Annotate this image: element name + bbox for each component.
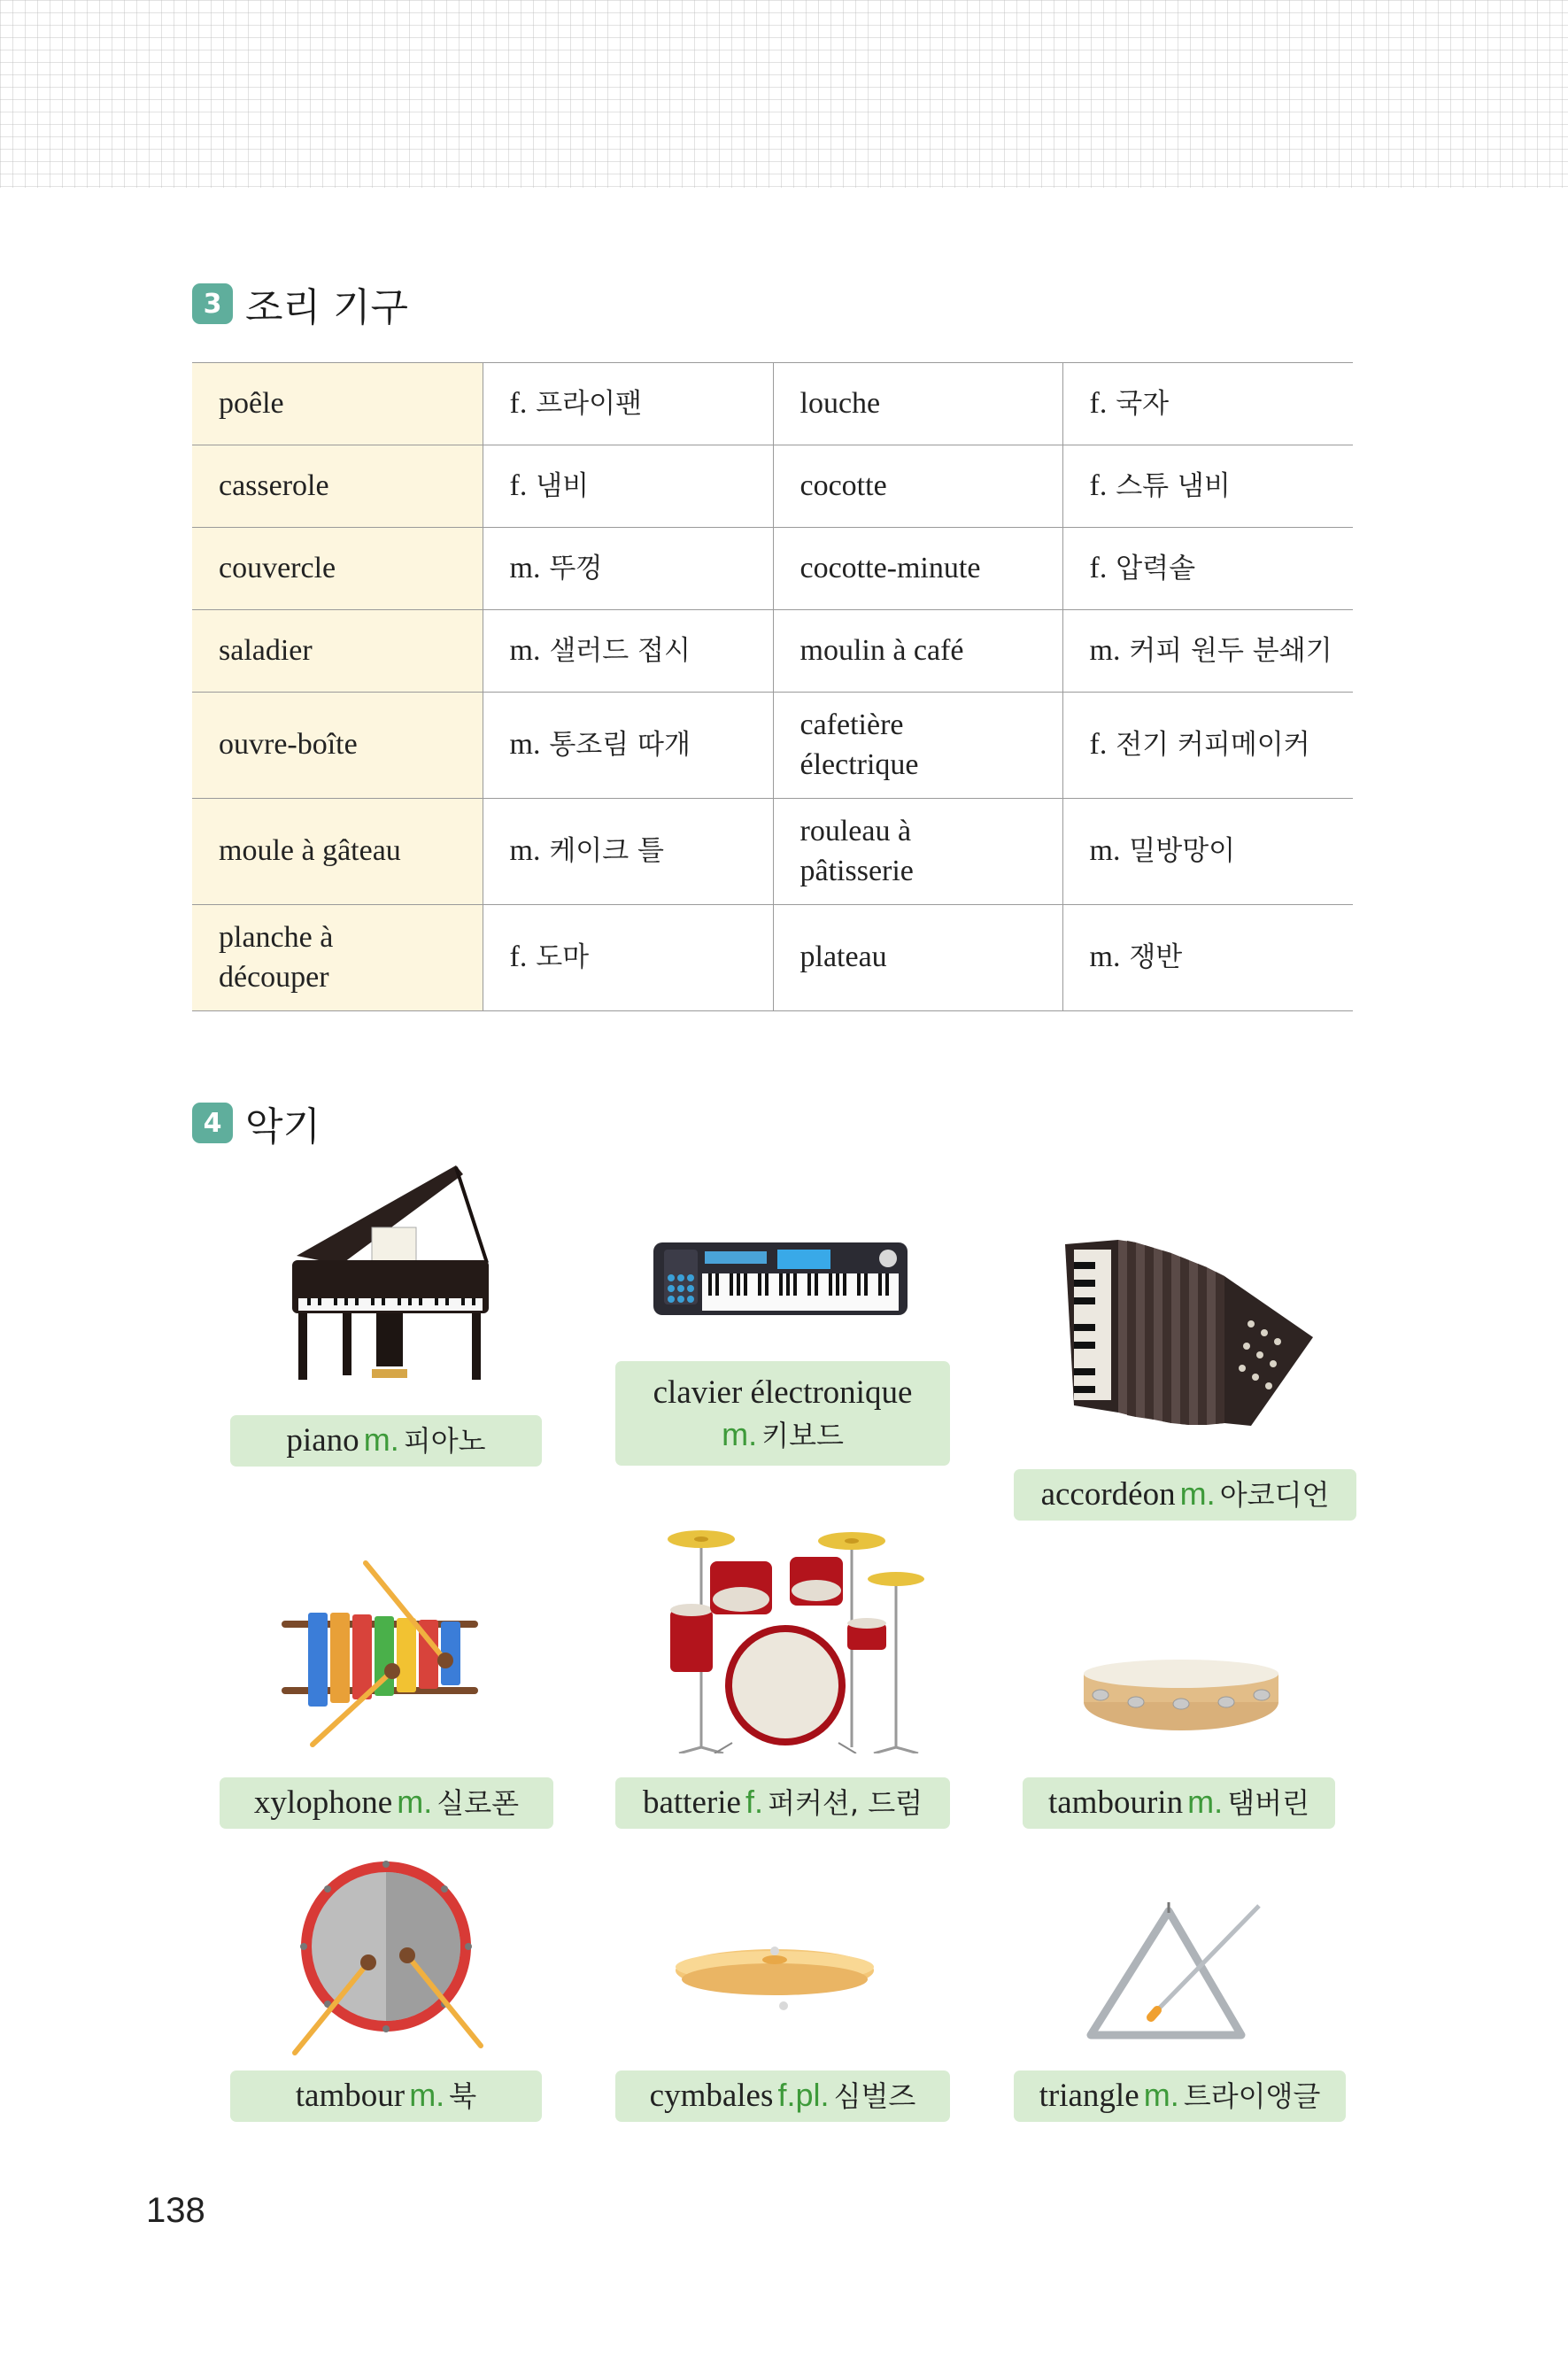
label-clavier-electronique (615, 1361, 950, 1466)
label-xylophone (220, 1777, 553, 1829)
table-row (192, 528, 1353, 610)
tambourine-icon (1074, 1658, 1288, 1738)
french-word: cymbales (649, 2078, 774, 2115)
french-word: louche (773, 363, 1062, 445)
korean-meaning (483, 799, 773, 905)
korean-word: 프라이팬 (536, 387, 642, 420)
korean-word: 북 (449, 2079, 477, 2114)
gender-marker: m. (722, 1415, 758, 1452)
korean-word: 아코디언 (1219, 1478, 1330, 1513)
french-word: saladier (192, 610, 483, 693)
gender-marker: f. (1089, 551, 1108, 584)
french-word: ouvre-boîte (192, 693, 483, 799)
korean-word: 피아노 (403, 1424, 486, 1459)
korean-word: 도마 (536, 941, 590, 974)
french-word: accordéon (1040, 1476, 1176, 1513)
french-word: poêle (192, 363, 483, 445)
french-word: rouleau à pâtisserie (773, 799, 1062, 905)
korean-meaning (1062, 610, 1353, 693)
gender-marker: f. (1089, 386, 1108, 420)
korean-word: 전기 커피메이커 (1116, 729, 1310, 762)
section-number-badge: 4 (192, 1103, 233, 1143)
french-word: piano (286, 1422, 359, 1459)
korean-meaning (1062, 445, 1353, 528)
korean-word: 통조림 따개 (549, 729, 691, 762)
korean-word: 뚜껑 (549, 552, 603, 584)
korean-meaning (483, 610, 773, 693)
label-cymbales (615, 2070, 950, 2122)
french-word: moule à gâteau (192, 799, 483, 905)
gender-marker: f. (509, 468, 528, 502)
gender-marker: m. (397, 1784, 433, 1821)
xylophone-icon (277, 1554, 481, 1749)
section-title: 악기 (245, 1104, 321, 1149)
korean-word: 탬버린 (1227, 1786, 1310, 1821)
korean-meaning (483, 363, 773, 445)
gender-marker: m. (509, 633, 541, 667)
label-batterie (615, 1777, 950, 1829)
gender-marker: m. (409, 2077, 445, 2114)
keyboard-icon (653, 1242, 908, 1315)
french-word: cocotte (773, 445, 1062, 528)
grand-piano-icon (288, 1158, 491, 1397)
korean-word: 심벌즈 (833, 2079, 916, 2114)
gender-marker: f. (509, 386, 528, 420)
korean-word: 케이크 틀 (549, 835, 664, 868)
table-row (192, 905, 1353, 1011)
gender-marker: m. (363, 1421, 399, 1459)
korean-meaning (1062, 363, 1353, 445)
french-word: moulin à café (773, 610, 1062, 693)
section-4-heading (192, 1095, 321, 1151)
table-row (192, 799, 1353, 905)
korean-word: 샐러드 접시 (549, 634, 691, 667)
gender-marker: f. (745, 1784, 764, 1821)
gender-marker: m. (509, 834, 541, 868)
korean-meaning (483, 528, 773, 610)
drum-kit-icon (644, 1521, 927, 1753)
korean-word: 트라이앵글 (1183, 2079, 1321, 2114)
french-word: tambour (295, 2078, 406, 2115)
table-row (192, 363, 1353, 445)
section-3-heading (192, 275, 408, 332)
korean-word: 퍼커션, 드럼 (768, 1786, 923, 1821)
gender-marker: m. (1179, 1475, 1216, 1513)
korean-meaning (1062, 799, 1353, 905)
french-word: triangle (1039, 2078, 1139, 2115)
french-word: clavier électronique (653, 1374, 913, 1412)
gender-marker: m. (1143, 2077, 1179, 2114)
gender-marker: f. (1089, 468, 1108, 502)
french-word: xylophone (253, 1784, 393, 1822)
korean-meaning (483, 905, 773, 1011)
grid-header-band (0, 0, 1568, 188)
triangle-icon (1082, 1902, 1268, 2044)
section-title: 조리 기구 (245, 285, 409, 330)
korean-meaning (483, 445, 773, 528)
korean-word: 밀방망이 (1129, 835, 1236, 868)
table-row (192, 693, 1353, 799)
korean-meaning (1062, 905, 1353, 1011)
french-word: batterie (642, 1784, 741, 1822)
french-word: cafetière électrique (773, 693, 1062, 799)
label-accordeon (1014, 1469, 1356, 1521)
section-number-badge: 3 (192, 283, 233, 324)
french-word: planche à découper (192, 905, 483, 1011)
gender-marker: m. (1089, 940, 1121, 974)
korean-word: 냄비 (536, 469, 590, 502)
vocabulary-table (192, 362, 1353, 1011)
korean-meaning (1062, 528, 1353, 610)
korean-word: 압력솥 (1116, 552, 1196, 584)
gender-marker: m. (1089, 834, 1121, 868)
label-piano (230, 1415, 542, 1467)
french-word: couvercle (192, 528, 483, 610)
french-word: tambourin (1047, 1784, 1184, 1822)
gender-marker: f. (1089, 728, 1108, 762)
korean-word: 키보드 (761, 1418, 844, 1452)
korean-word: 스튜 냄비 (1116, 469, 1231, 502)
korean-word: 실로폰 (436, 1786, 520, 1821)
label-triangle (1014, 2070, 1346, 2122)
gender-marker: m. (509, 551, 541, 584)
gender-marker: m. (1089, 633, 1121, 667)
gender-marker: f.pl. (777, 2077, 830, 2114)
gender-marker: f. (509, 940, 528, 974)
gender-marker: m. (1187, 1784, 1224, 1821)
gender-marker: m. (509, 728, 541, 762)
korean-word: 쟁반 (1129, 941, 1183, 974)
label-tambourin (1023, 1777, 1335, 1829)
french-word: plateau (773, 905, 1062, 1011)
table-row (192, 445, 1353, 528)
korean-word: 커피 원두 분쇄기 (1129, 634, 1332, 667)
french-word: casserole (192, 445, 483, 528)
cymbals-icon (673, 1944, 877, 2015)
table-row (192, 610, 1353, 693)
french-word: cocotte-minute (773, 528, 1062, 610)
label-tambour (230, 2070, 542, 2122)
accordion-icon (1065, 1235, 1315, 1437)
page-number: 138 (146, 2191, 205, 2230)
korean-word: 국자 (1116, 387, 1170, 420)
korean-meaning (483, 693, 773, 799)
drum-icon (290, 1858, 487, 2057)
korean-meaning (1062, 693, 1353, 799)
